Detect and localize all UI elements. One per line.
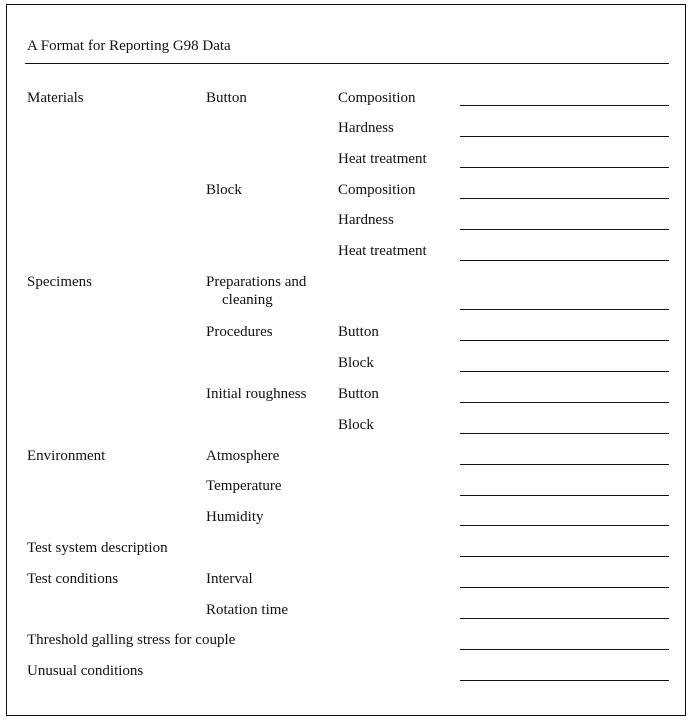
- form-row: [7, 273, 685, 308]
- blank-entry-line[interactable]: [460, 587, 669, 588]
- row-category: Specimens: [27, 274, 92, 290]
- blank-entry-line[interactable]: [460, 464, 669, 465]
- form-row: [7, 150, 685, 181]
- form-row: [7, 416, 685, 447]
- table-title: A Format for Reporting G98 Data: [27, 38, 231, 54]
- form-row: [7, 447, 685, 478]
- form-row: [7, 181, 685, 212]
- row-subcategory-text: Preparations and: [206, 274, 307, 290]
- blank-entry-line[interactable]: [460, 495, 669, 496]
- row-item: Heat treatment: [338, 243, 427, 259]
- blank-entry-line[interactable]: [460, 136, 669, 137]
- row-category: Test system description: [27, 540, 168, 556]
- blank-entry-line[interactable]: [460, 340, 669, 341]
- blank-entry-line[interactable]: [460, 260, 669, 261]
- row-subcategory: [206, 385, 306, 403]
- row-item: Heat treatment: [338, 151, 427, 167]
- blank-entry-line[interactable]: [460, 556, 669, 557]
- row-item: Composition: [338, 90, 416, 106]
- form-row: [7, 601, 685, 632]
- blank-entry-line[interactable]: [460, 229, 669, 230]
- row-subcategory: [206, 273, 306, 309]
- form-row: [7, 385, 685, 416]
- row-subcategory-text: Block: [206, 182, 242, 198]
- row-subcategory-text: Procedures: [206, 324, 273, 340]
- row-subcategory-text: Initial roughness: [206, 386, 307, 402]
- report-format-table: [6, 4, 686, 716]
- form-rows: [7, 5, 685, 715]
- row-item: Hardness: [338, 120, 394, 136]
- blank-entry-line[interactable]: [460, 198, 669, 199]
- blank-entry-line[interactable]: [460, 680, 669, 681]
- row-item: Button: [338, 386, 379, 402]
- row-subcategory-text: Atmosphere: [206, 448, 280, 464]
- form-row: [7, 242, 685, 273]
- blank-entry-line[interactable]: [460, 525, 669, 526]
- blank-entry-line[interactable]: [460, 371, 669, 372]
- blank-entry-line[interactable]: [460, 309, 669, 310]
- form-row: [7, 570, 685, 601]
- row-subcategory: [206, 570, 253, 588]
- blank-entry-line[interactable]: [460, 167, 669, 168]
- blank-entry-line[interactable]: [460, 618, 669, 619]
- row-subcategory: [206, 323, 273, 341]
- row-category: Test conditions: [27, 571, 119, 587]
- row-item: Block: [338, 417, 374, 433]
- row-subcategory-text: Temperature: [206, 478, 282, 494]
- form-row: [7, 662, 685, 693]
- row-subcategory-text: Rotation time: [206, 602, 289, 618]
- row-category: Unusual conditions: [27, 663, 144, 679]
- row-item: Block: [338, 355, 374, 371]
- row-subcategory-continuation: cleaning: [222, 292, 273, 308]
- row-category: Environment: [27, 448, 106, 464]
- row-item: Hardness: [338, 212, 394, 228]
- row-item: Composition: [338, 182, 416, 198]
- row-item: Button: [338, 324, 379, 340]
- blank-entry-line[interactable]: [460, 402, 669, 403]
- row-subcategory-text: Humidity: [206, 509, 264, 525]
- form-row: [7, 631, 685, 662]
- form-row: [7, 211, 685, 242]
- row-subcategory: [206, 477, 282, 495]
- form-row: [7, 508, 685, 539]
- row-subcategory: [206, 181, 242, 199]
- row-category: Materials: [27, 90, 84, 106]
- row-subcategory: [206, 447, 279, 465]
- row-subcategory: [206, 601, 288, 619]
- row-category: Threshold galling stress for couple: [27, 632, 236, 648]
- blank-entry-line[interactable]: [460, 433, 669, 434]
- row-subcategory-text: Interval: [206, 571, 253, 587]
- form-row: [7, 354, 685, 385]
- form-row: [7, 477, 685, 508]
- row-subcategory-text: Button: [206, 90, 247, 106]
- form-row: [7, 119, 685, 150]
- blank-entry-line[interactable]: [460, 105, 669, 106]
- form-row: [7, 323, 685, 354]
- blank-entry-line[interactable]: [460, 649, 669, 650]
- form-row: [7, 539, 685, 570]
- row-subcategory: [206, 89, 247, 107]
- row-subcategory: [206, 508, 264, 526]
